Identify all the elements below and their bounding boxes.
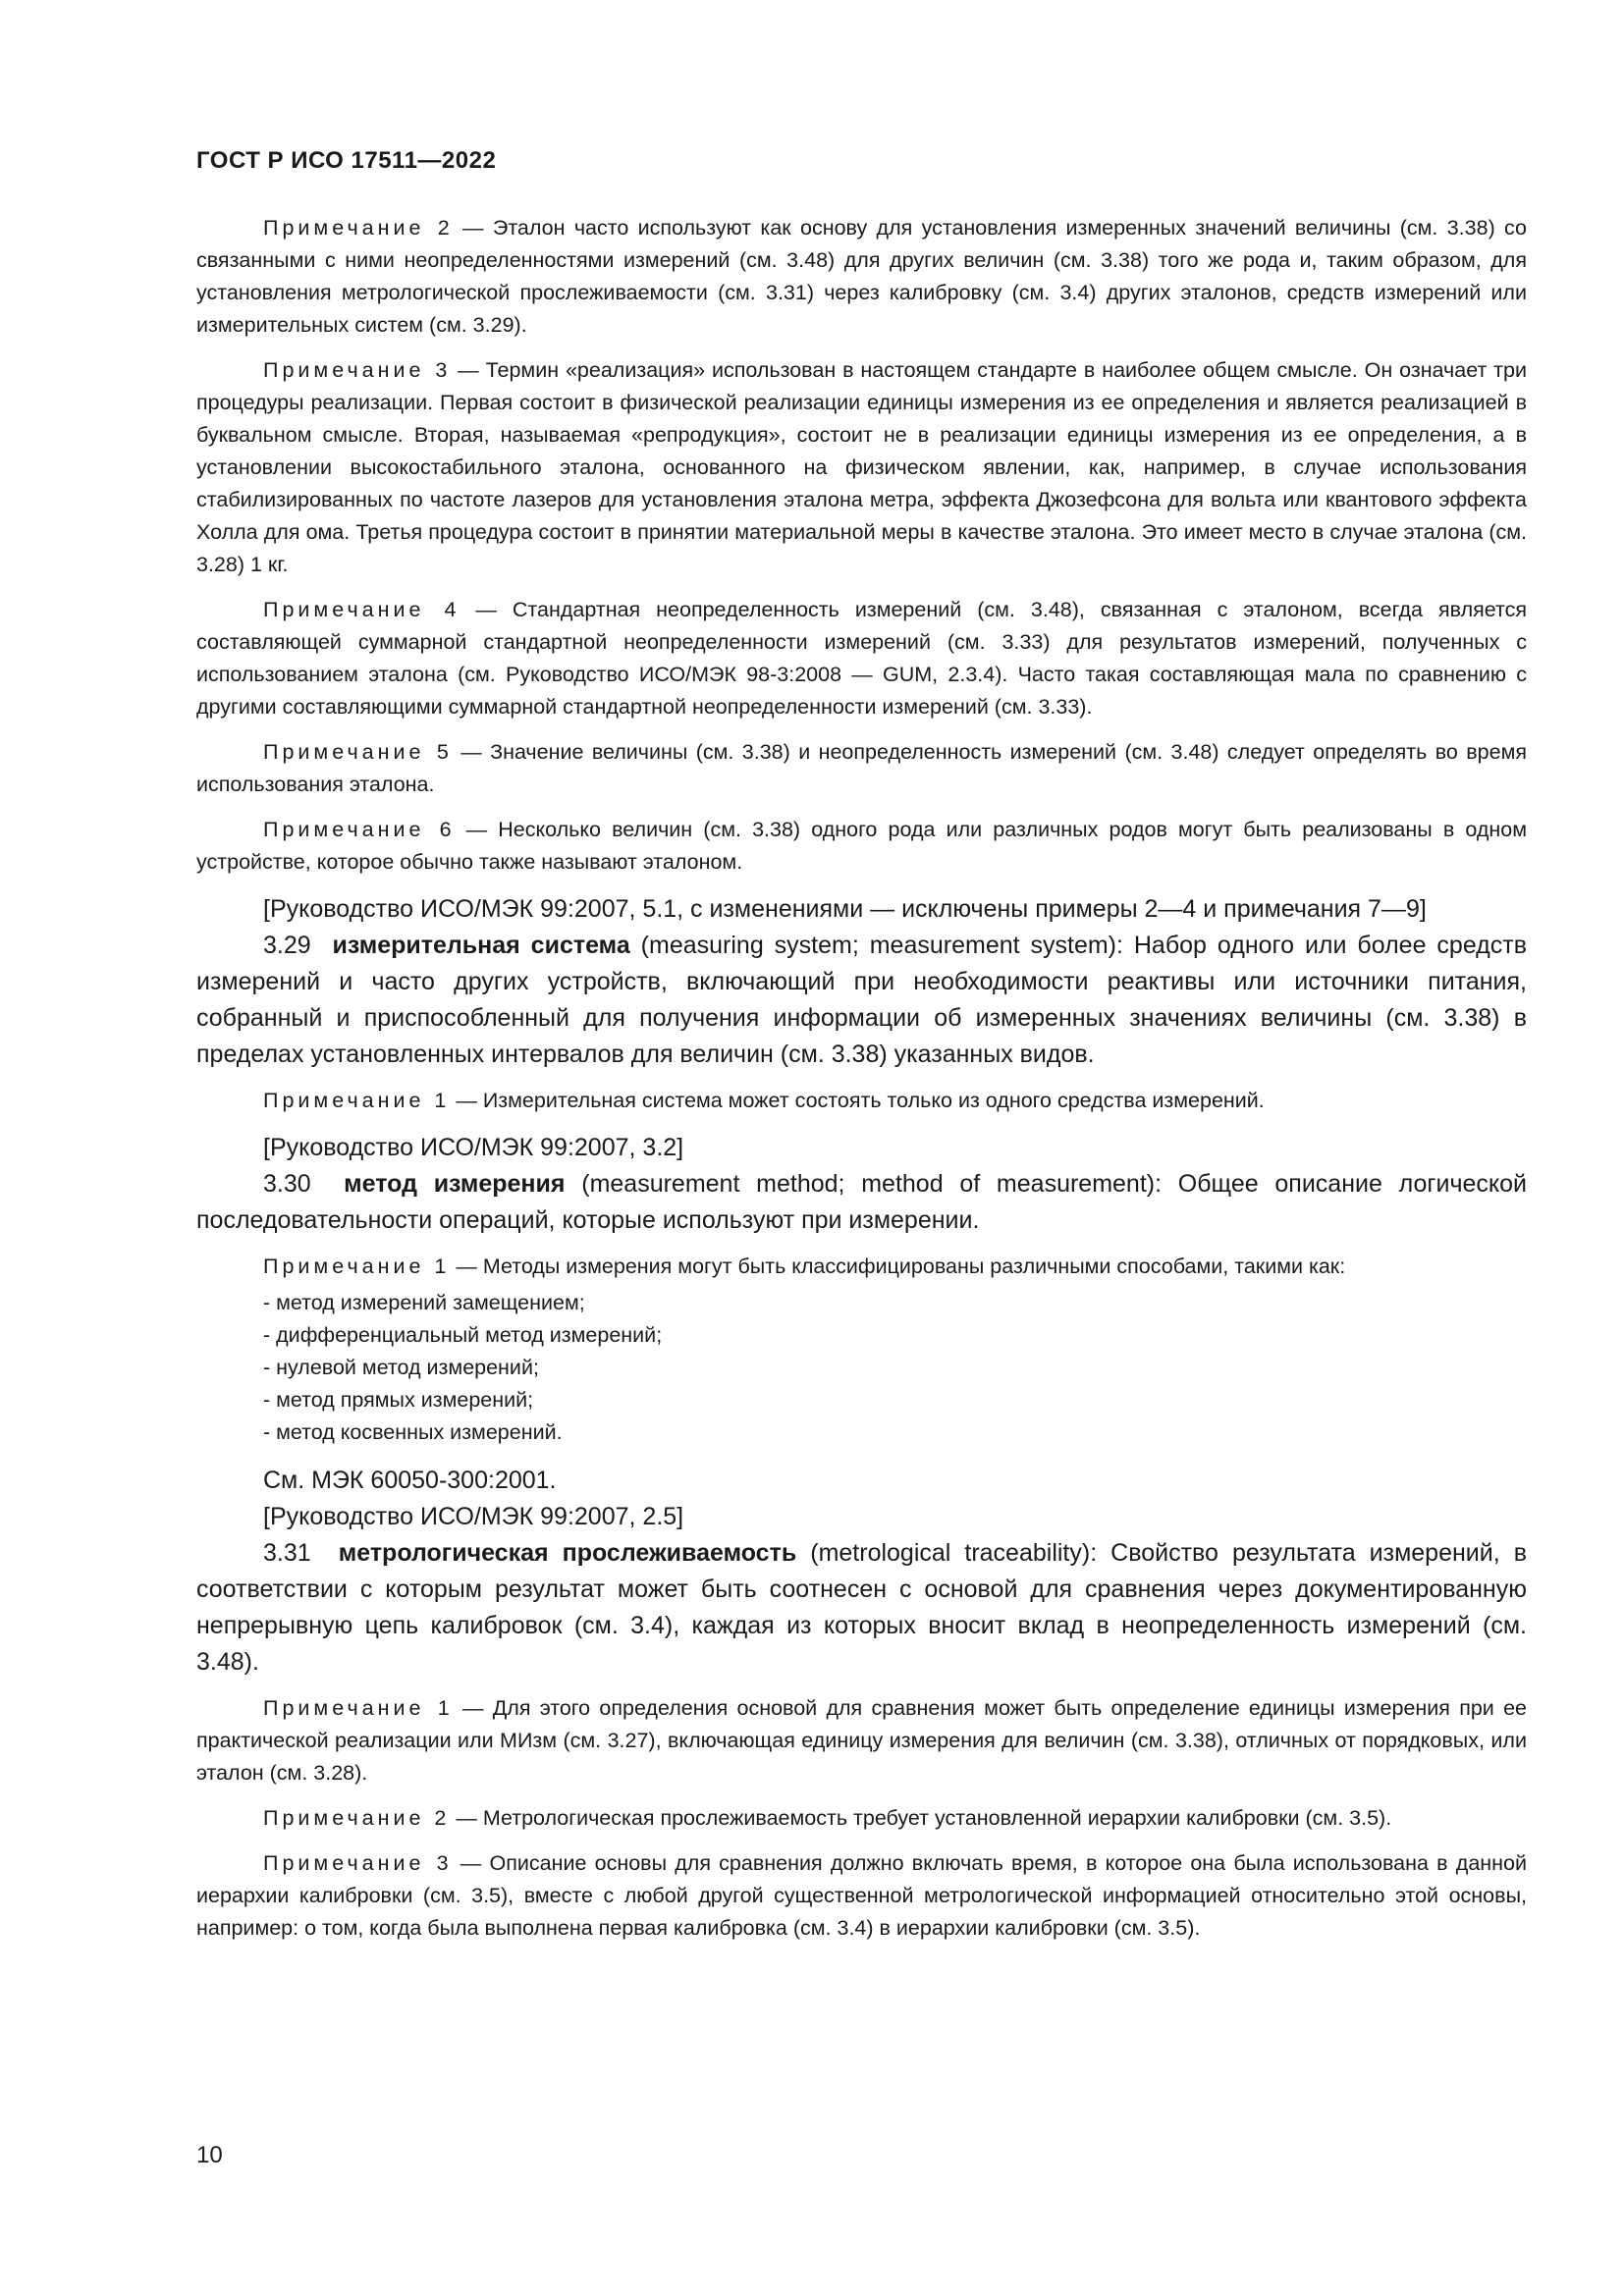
note-5-value [196,736,1527,801]
source-reference-3-30: [Руководство ИСО/МЭК 99:2007, 2.5] [263,1503,684,1530]
list-item: - метод прямых измерений; [263,1388,534,1412]
list-item: - нулевой метод измерений; [263,1356,539,1379]
note-text: — Метрологическая прослеживаемость требует установленной иерархии калибровки (см. 3.5). [450,1806,1392,1830]
term-name: метод измерения [344,1170,566,1198]
note-label: Примечание 4 [263,598,460,621]
note-label: Примечание 3 [263,358,452,382]
note-text: — Несколько величин (см. 3.38) одного рода или различных родов могут быть реализованы в одном устройстве, которое обычно также называют эталоном. [196,818,1528,874]
term-definition-3-29 [196,928,1527,1073]
list-item: - дифференциальный метод измерений; [263,1323,663,1347]
note-1-traceability [196,1692,1527,1789]
see-also-reference: См. МЭК 60050-300:2001. [263,1467,557,1494]
note-text: — Методы измерения могут быть классифицированы различными способами, такими как: [450,1255,1346,1278]
note-text: — Описание основы для сравнения должно включать время, в которое она была использована в данной иерархии калибровки (см. 3.5), вместе с любой другой существенной метрологической информацией относительно этой основы, например: о том, когда была выполнена первая калибровка (см. 3.4) в иерархии калибровки (см. 3.5). [196,1851,1528,1940]
method-types-list [196,1287,1527,1449]
note-3-traceability [196,1847,1527,1945]
note-4-uncertainty [196,594,1527,723]
term-number: 3.29 [263,932,311,959]
note-text: — Для этого определения основой для сравнения может быть определение единицы измерения при ее практической реализации или МИзм (см. 3.27), включающая единицу измерения для величин (см. 3.38), отличных от порядковых, или эталон (см. 3.28). [196,1696,1528,1785]
page-number: 10 [196,2142,223,2168]
note-text: — Термин «реализация» использован в настоящем стандарте в наиболее общем смысле. Он означает три процедуры реализации. Первая состоит в физической реализации единицы измерения из ее определения и является реализацией в буквальном смысле. Вторая, называемая «репродукция», состоит не в реализации единицы измерения из ее определения, а в установлении высокостабильного эталона, основанного на физическом явлении, как, например, в случае использования стабилизированных по частоте лазеров для установления эталона метра, эффекта Джозефсона для вольта или квантового эффекта Холла для ома. Третья процедура состоит в принятии материальной меры в качестве эталона. Это имеет место в случае эталона (см. 3.28) 1 кг. [196,358,1527,576]
list-item: - метод измерений замещением; [263,1291,585,1314]
note-3-realization [196,354,1527,581]
note-label: Примечание 3 [263,1851,453,1875]
term-number: 3.31 [263,1539,311,1567]
note-label: Примечание 2 [263,216,454,240]
note-text: — Стандартная неопределенность измерений (см. 3.48), связанная с эталоном, всегда является составляющей суммарной стандартной неопределенности измерений (см. 3.33) для результатов измерений, полученных с использованием эталона (см. Руководство ИСО/МЭК 98-3:2008 — GUM, 2.3.4). Часто такая составляющая мала по сравнению с другими составляющими суммарной стандартной неопределенности измерений (см. 3.33). [196,598,1528,719]
note-label: Примечание 1 [263,1089,451,1112]
note-label: Примечание 1 [263,1696,454,1720]
note-label: Примечание 5 [263,740,453,764]
source-reference-3-28: [Руководство ИСО/МЭК 99:2007, 5.1, с изменениями — исключены примеры 2—4 и примечания 7—9] [263,895,1427,923]
note-text: — Эталон часто используют как основу для установления измеренных значений величины (см. 3.38) со связанными с ними неопределенностями измерений (см. 3.48) для других величин (см. 3.38) того же рода и, таким образом, для установления метрологической прослеживаемости (см. 3.31) через калибровку (см. 3.4) других эталонов, средств измерений или измерительных систем (см. 3.29). [196,216,1528,337]
term-definition-3-30 [196,1166,1527,1239]
note-text: — Значение величины (см. 3.38) и неопределенность измерений (см. 3.48) следует определять во время использования эталона. [196,740,1527,796]
note-6-multiple-quantities [196,814,1527,879]
term-definition-text: (metrological traceability): Свойство результата измерений, в соответствии с которым результат может быть соотнесен с основой для сравнения через документированную непрерывную цепь калибровок (см. 3.4), каждая из которых вносит вклад в неопределенность измерений (см. 3.48). [196,1539,1527,1676]
note-label: Примечание 2 [263,1806,451,1830]
note-2-etalon [196,212,1527,342]
term-name: измерительная система [332,932,630,959]
source-reference-3-29: [Руководство ИСО/МЭК 99:2007, 3.2] [263,1134,684,1161]
term-definition-text: (measurement method; method of measurement): Общее описание логической последовательности операций, которые используют при измерении. [196,1170,1527,1234]
document-header: ГОСТ Р ИСО 17511—2022 [196,147,497,174]
term-definition-text: (measuring system; measurement system): Набор одного или более средств измерений и часто других устройств, включающий при необходимости реактивы или источники питания, собранный и приспособленный для получения информации об измеренных значениях величины (см. 3.38) в пределах установленных интервалов для величин (см. 3.38) указанных видов. [196,932,1527,1068]
list-item: - метод косвенных измерений. [263,1420,563,1444]
note-label: Примечание 1 [263,1255,451,1278]
note-1-measuring-system [196,1085,1527,1117]
term-definition-3-31 [196,1535,1527,1681]
note-text: — Измерительная система может состоять только из одного средства измерений. [450,1089,1265,1112]
note-1-measurement-method [196,1251,1527,1283]
note-2-traceability [196,1802,1527,1835]
term-number: 3.30 [263,1170,311,1198]
document-page [196,147,1527,1957]
note-label: Примечание 6 [263,818,456,841]
term-name: метрологическая прослеживаемость [338,1539,797,1567]
